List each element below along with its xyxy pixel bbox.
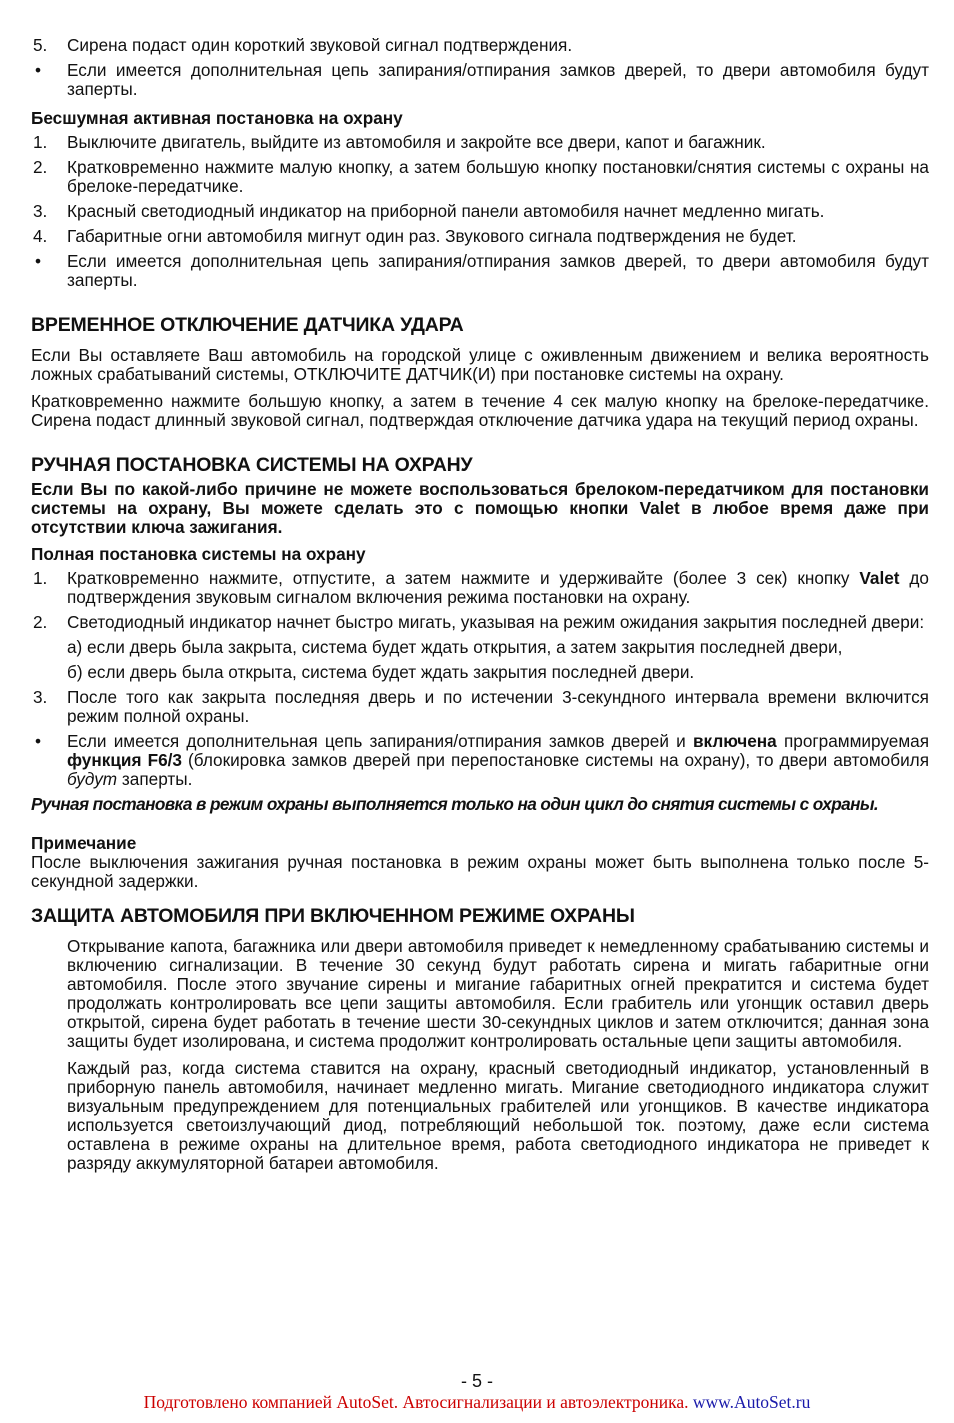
list-text: (блокировка замков дверей при перепостановке системы на охрану), то двери автомобиля: [181, 750, 930, 770]
paragraph: Каждый раз, когда система ставится на охрану, красный светодиодный индикатор, установленный в приборную панель автомобиля, начинает медленно мигать. Мигание светодиодного индикатора служит визуальным предупреждением для потенциальных грабителей или угонщиков. В качестве индикатора используется светоизлучающий диод, потребляющий небольшой ток. поэтому, даже если система оставлена в режиме охраны на длительное время, работа светодиодного индикатора не приведет к разряду аккумуляторной батареи автомобиля.: [67, 1058, 929, 1173]
manual-section-heading: РУЧНАЯ ПОСТАНОВКА СИСТЕМЫ НА ОХРАНУ: [31, 454, 473, 476]
italic-text: будут: [67, 769, 118, 789]
list-marker: 4.: [33, 226, 48, 246]
list-marker: 1.: [33, 568, 48, 588]
list-text: Сирена подаст один короткий звуковой сигнал подтверждения.: [67, 35, 573, 55]
list-text: Кратковременно нажмите, отпустите, а затем нажмите и удерживайте (более 3 сек) кнопку: [67, 568, 860, 588]
protect-section-heading: ЗАЩИТА АВТОМОБИЛЯ ПРИ ВКЛЮЧЕННОМ РЕЖИМЕ ОХРАНЫ: [31, 905, 635, 927]
list-text: до подтверждения звуковым сигналом включения режима постановки на охрану.: [67, 568, 929, 607]
list-text: заперты.: [117, 769, 193, 789]
valet-label: Valet: [859, 568, 900, 588]
list-item: [31, 227, 929, 246]
paragraph: Открывание капота, багажника или двери автомобиля приведет к немедленному срабатыванию системы и включению сигнализации. В течение 30 секунд будут работать сирена и мигать габаритные огни автомобиля. После этого звучание сирены и мигание габаритных огней прекратится и система будет продолжать контролировать все цепи защиты автомобиля. Если грабитель или угонщик оставил дверь открытой, сирена будет работать в течение шести 30-секундных циклов и затем отключится; данная зона защиты будет изолирована, и система продолжит контролировать остальные цепи защиты автомобиля.: [67, 936, 929, 1051]
list-text: После того как закрыта последняя дверь и по истечении 3-секундного интервала времени включится режим полной охраны.: [67, 687, 929, 726]
list-item: [31, 133, 929, 152]
sub-item: б) если дверь была открыта, система будет ждать закрытия последней двери.: [67, 662, 695, 682]
footer-link[interactable]: www.AutoSet.ru: [692, 1392, 811, 1412]
bold-text: функция F6/3: [67, 750, 182, 770]
bullet-marker: •: [35, 731, 42, 751]
list-text: Если имеется дополнительная цепь запирания/отпирания замков дверей и: [67, 731, 693, 751]
manual-arm-warning: Ручная постановка в режим охраны выполняется только на один цикл до снятия системы с охраны.: [31, 794, 879, 814]
list-item: [31, 202, 929, 221]
list-text: Если имеется дополнительная цепь запирания/отпирания замков дверей, то двери автомобиля будут заперты.: [67, 251, 929, 290]
list-marker: 3.: [33, 201, 48, 221]
paragraph: Кратковременно нажмите большую кнопку, а затем в течение 4 сек малую кнопку на брелоке-передатчике. Сирена подаст длинный звуковой сигнал, подтверждая отключение датчика удара на текущий период охраны.: [31, 391, 929, 430]
paragraph: Если Вы оставляете Ваш автомобиль на городской улице с оживленным движением и велика вероятность ложных срабатываний системы, ОТКЛЮЧИТЕ ДАТЧИК(И) при постановке системы на охрану.: [31, 345, 929, 384]
bullet-marker: •: [35, 251, 42, 271]
bold-text: включена: [692, 731, 777, 751]
list-item: [31, 61, 929, 99]
shock-section-heading: ВРЕМЕННОЕ ОТКЛЮЧЕНИЕ ДАТЧИКА УДАРА: [31, 314, 464, 336]
list-text: Кратковременно нажмите малую кнопку, а затем большую кнопку постановки/снятия системы с охраны на брелоке-передатчике.: [67, 157, 929, 196]
footer: [0, 1393, 954, 1412]
list-item: [31, 158, 929, 196]
manual-intro: Если Вы по какой-либо причине не можете воспользоваться брелоком-передатчиком для постановки системы на охрану, Вы можете сделать это с помощью кнопки Valet в любое время даже при отсутствии ключа зажигания.: [31, 479, 929, 537]
list-text: Габаритные огни автомобиля мигнут один раз. Звукового сигнала подтверждения не будет.: [67, 226, 797, 246]
note-title: Примечание: [31, 833, 137, 853]
list-text: Выключите двигатель, выйдите из автомобиля и закройте все двери, капот и багажник.: [67, 132, 766, 152]
list-item: [31, 252, 929, 290]
note-text: После выключения зажигания ручная постановка в режим охраны может быть выполнена только после 5-секундной задержки.: [31, 852, 929, 891]
silent-arm-heading: Бесшумная активная постановка на охрану: [31, 108, 403, 128]
bullet-marker: •: [35, 60, 42, 80]
list-marker: 1.: [33, 132, 48, 152]
list-item: [31, 688, 929, 726]
list-text: программируемая: [776, 731, 930, 751]
sub-item: а) если дверь была закрыта, система будет ждать открытия, а затем закрытия последней двери,: [67, 637, 843, 657]
list-marker: 2.: [33, 612, 48, 632]
list-text: Если имеется дополнительная цепь запирания/отпирания замков дверей, то двери автомобиля будут заперты.: [67, 60, 929, 99]
list-text: Светодиодный индикатор начнет быстро мигать, указывая на режим ожидания закрытия последней двери:: [67, 612, 925, 632]
list-item: [31, 569, 929, 607]
full-arm-heading: Полная постановка системы на охрану: [31, 544, 366, 564]
list-item: [31, 613, 929, 632]
page-content: [31, 36, 929, 1181]
list-marker: 3.: [33, 687, 48, 707]
list-text: Красный светодиодный индикатор на приборной панели автомобиля начнет медленно мигать.: [67, 201, 825, 221]
page-number: - 5 -: [460, 1371, 493, 1391]
list-marker: 2.: [33, 157, 48, 177]
list-item: [31, 36, 929, 55]
list-item: [31, 732, 929, 789]
list-marker: 5.: [33, 35, 48, 55]
footer-text: Подготовлено компанией AutoSet. Автосигнализации и автоэлектроника.: [143, 1392, 693, 1412]
